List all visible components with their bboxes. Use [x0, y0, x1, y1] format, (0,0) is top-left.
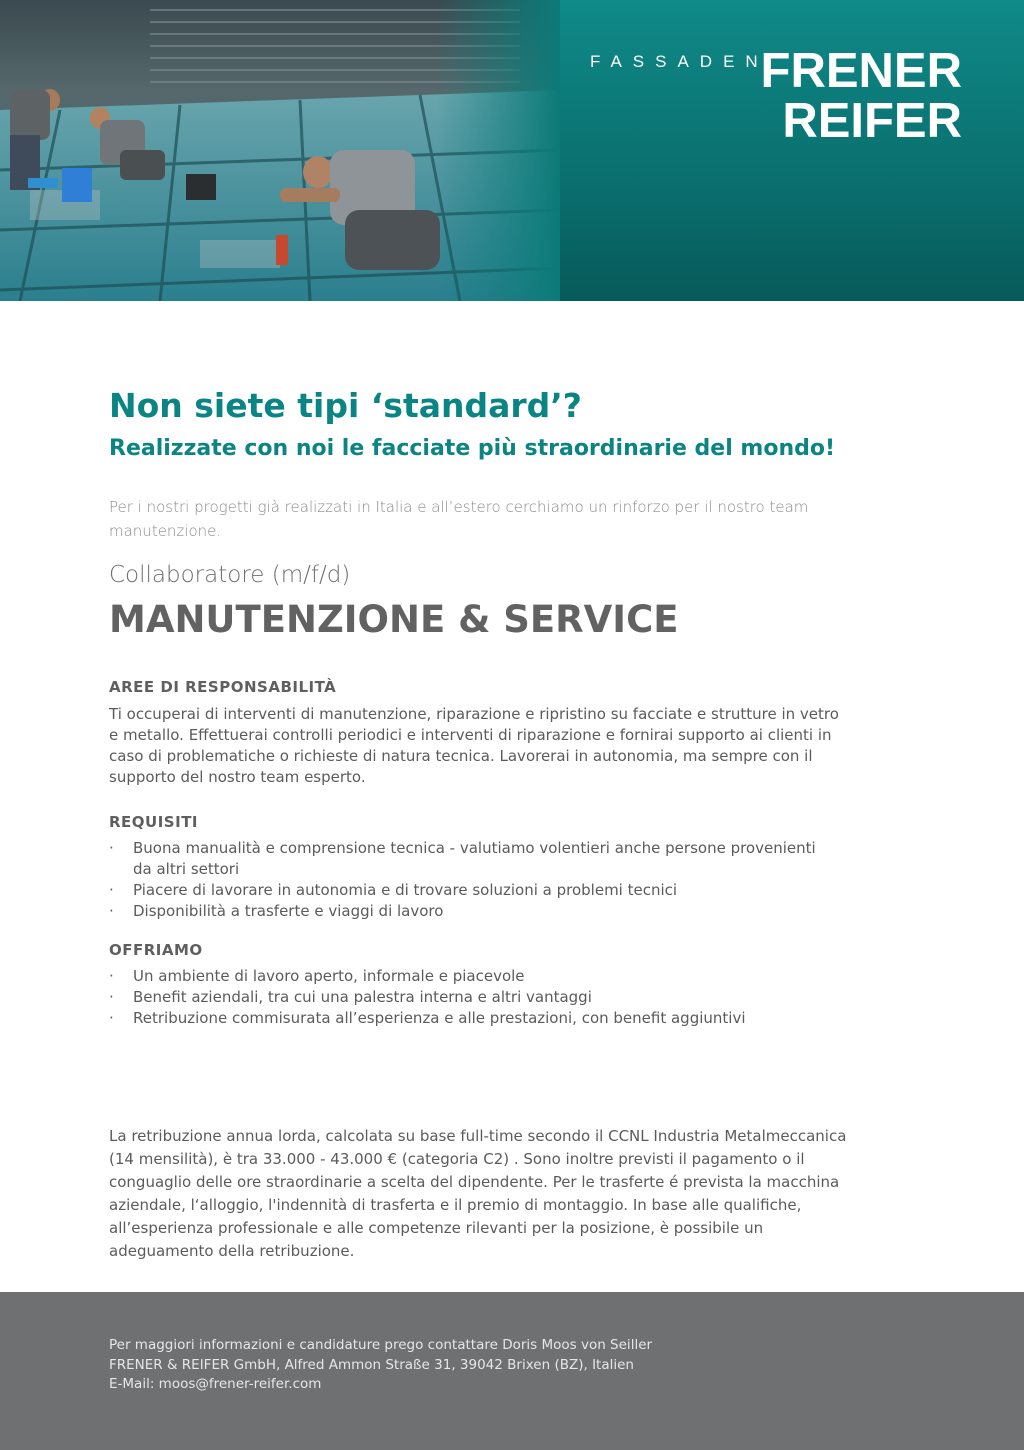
list-item: · Retribuzione commisurata all’esperienza e alle prestazioni, con benefit aggiuntivi [109, 1008, 839, 1029]
footer [0, 1292, 1024, 1450]
salary-text: La retribuzione annua lorda, calcolata su base full-time secondo il CCNL Industria Metalmeccanica (14 mensilità), è tra 33.000 - 43.000 € (categoria C2) . Sono inoltre previsti il pagamento o il conguaglio delle ore straordinarie a scelta del dipendente. Per le trasferte é prevista la macchina aziendale, l‘alloggio, l'indennità di trasferta e il premio di montaggio. In base alle qualifiche, all’esperienza professionale e alle competenze rilevanti per la posizione, è possibile un adeguamento della retribuzione. [109, 1127, 847, 1260]
subheadline: Realizzate con noi le facciate più straordinarie del mondo! [109, 436, 836, 461]
list-item: · Un ambiente di lavoro aperto, informale e piacevole [109, 966, 839, 987]
contact-line: Per maggiori informazioni e candidature prego contattare Doris Moos von Seiller [109, 1337, 653, 1353]
email-link[interactable]: E-Mail: moos@frener-reifer.com [109, 1376, 322, 1392]
logo-fassaden: FASSADEN [590, 52, 769, 71]
company-address: FRENER & REIFER GmbH, Alfred Ammon Straße 31, 39042 Brixen (BZ), Italien [109, 1356, 634, 1373]
responsibilities-text: Ti occuperai di interventi di manutenzione, riparazione e ripristino su facciate e strutture in vetro e metallo. Effettuerai controlli periodici e interventi di riparazione e fornirai supporto ai clienti in caso di problematiche o richieste di natura tecnica. Lavorerai in autonomia, ma sempre con il supporto del nostro team esperto. [109, 705, 839, 786]
responsibilities-title: AREE DI RESPONSABILITÀ [109, 678, 337, 696]
list-item: · Benefit aziendali, tra cui una palestra interna e altri vantaggi [109, 987, 839, 1008]
role-title-small: Collaboratore (m/f/d) [109, 562, 351, 588]
header-banner [0, 0, 1024, 301]
workers-on-glass-facade-photo [0, 0, 560, 301]
list-item: · Piacere di lavorare in autonomia e di trovare soluzioni a problemi tecnici [109, 880, 839, 901]
logo-line-reifer: REIFER [782, 94, 962, 148]
role-title: MANUTENZIONE & SERVICE [109, 598, 679, 641]
requirements-list [109, 838, 839, 922]
contact-info [109, 1336, 652, 1395]
company-logo [761, 46, 962, 146]
offer-title: OFFRIAMO [109, 941, 203, 959]
logo-line-frener: FRENER [760, 44, 962, 98]
list-item: · Disponibilità a trasferte e viaggi di lavoro [109, 901, 839, 922]
requirements-title: REQUISITI [109, 813, 199, 831]
headline: Non siete tipi ‘standard’? [109, 386, 582, 425]
offer-list [109, 966, 839, 1029]
list-item: · Buona manualità e comprensione tecnica - valutiamo volentieri anche persone provenienti da altri settori [109, 838, 839, 880]
intro-text: Per i nostri progetti già realizzati in Italia e all’estero cerchiamo un rinforzo per il nostro team manutenzione. [109, 498, 809, 540]
